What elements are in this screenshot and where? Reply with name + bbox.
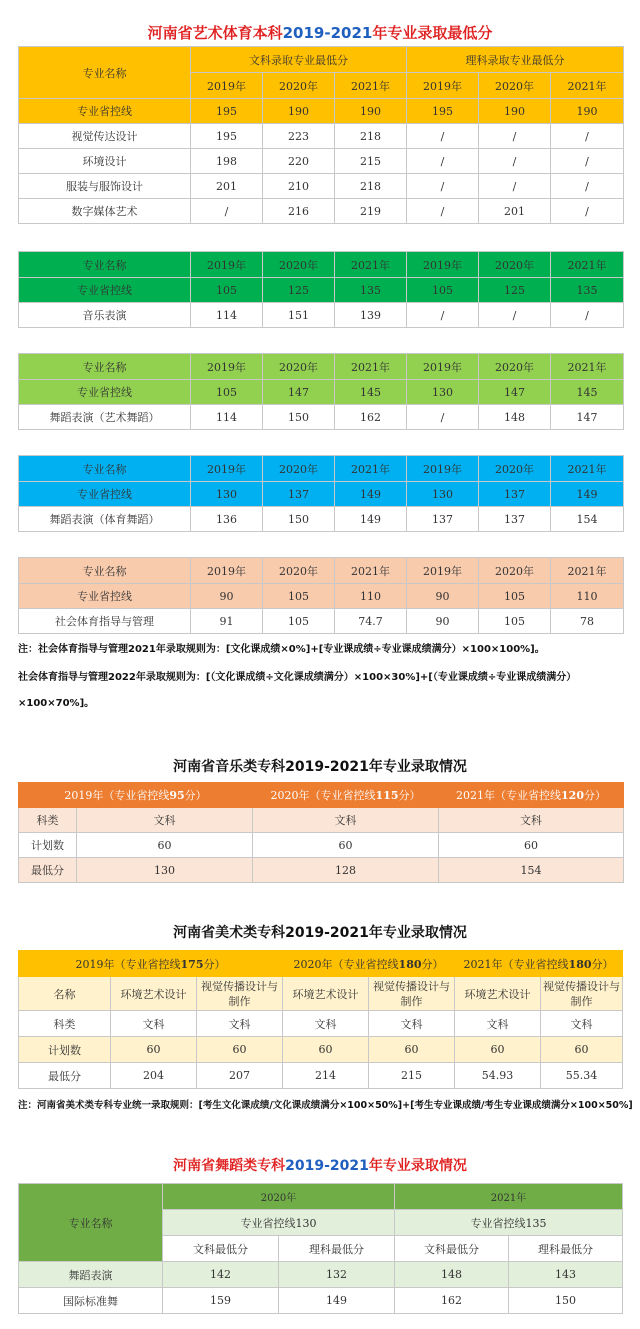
major-cell: 视觉传播设计与制作 <box>541 977 623 1011</box>
cell: 105 <box>407 278 479 303</box>
header-cell: 2019年 <box>191 252 263 278</box>
row-label: 舞蹈表演（体育舞蹈） <box>19 507 191 532</box>
header-cell: 2021年 <box>335 456 407 482</box>
year-text: 分） <box>203 957 226 971</box>
table-row <box>19 833 624 858</box>
table-header-row <box>19 354 624 380</box>
cell: 74.7 <box>335 609 407 634</box>
year-text: 2020年（专业省控线 <box>270 789 376 802</box>
cell: 60 <box>111 1037 197 1063</box>
row-label: 专业省控线 <box>19 278 191 303</box>
cell: 130 <box>407 380 479 405</box>
cell: 110 <box>335 584 407 609</box>
cell: / <box>551 149 624 174</box>
cell: 91 <box>191 609 263 634</box>
cell: / <box>407 174 479 199</box>
year-text: 2021年（专业省控线 <box>463 957 569 971</box>
cell: 136 <box>191 507 263 532</box>
section1-title <box>0 22 640 43</box>
cell: / <box>407 124 479 149</box>
cell: 文科 <box>197 1011 283 1037</box>
header-cell: 2021年 <box>551 252 624 278</box>
header-cell: 2019年 <box>191 456 263 482</box>
table-row <box>19 1262 623 1288</box>
cell: 125 <box>263 278 335 303</box>
note-line: 社会体育指导与管理2022年录取规则为：[（文化课成绩÷文化课成绩满分）×100×30%]+[（专业课成绩÷专业课成绩满分） <box>18 672 577 683</box>
title-text: 年专业录取最低分 <box>372 24 493 42</box>
cell: 60 <box>369 1037 455 1063</box>
cell: 201 <box>191 174 263 199</box>
major-cell: 视觉传播设计与制作 <box>369 977 455 1011</box>
cell: 190 <box>551 99 624 124</box>
cell: / <box>407 405 479 430</box>
year-text: 2020年（专业省控线 <box>293 957 399 971</box>
table-row <box>19 1037 623 1063</box>
cell: 190 <box>479 99 551 124</box>
cell: 137 <box>479 482 551 507</box>
header-cell: 2021年 <box>551 354 624 380</box>
header-cell: 专业名称 <box>19 558 191 584</box>
row-label: 音乐表演 <box>19 303 191 328</box>
row-label: 数字媒体艺术 <box>19 199 191 224</box>
row-label: 国际标准舞 <box>19 1288 163 1314</box>
cell: 110 <box>551 584 624 609</box>
year-text: 2019年（专业省控线 <box>75 957 181 971</box>
cell: 162 <box>335 405 407 430</box>
cell: 142 <box>163 1262 279 1288</box>
header-cell: 2020年 <box>479 252 551 278</box>
header-major: 专业名称 <box>19 47 191 99</box>
year-text: 2021年（专业省控线 <box>456 789 562 802</box>
header-cell: 2021年 <box>335 558 407 584</box>
cell: 151 <box>263 303 335 328</box>
art-sports-table <box>18 46 624 224</box>
table-header-row <box>19 783 624 808</box>
header-cell: 2019年 <box>191 558 263 584</box>
table-row <box>19 405 624 430</box>
year-text: 2019年（专业省控线 <box>64 789 170 802</box>
table-header-row <box>19 951 623 977</box>
table-row <box>19 609 624 634</box>
cell: 60 <box>455 1037 541 1063</box>
cell: 190 <box>335 99 407 124</box>
row-label: 计划数 <box>19 833 77 858</box>
cell: 60 <box>253 833 439 858</box>
sports-dance-table <box>18 455 624 532</box>
cell: 218 <box>335 124 407 149</box>
year-cell: 2021年 <box>551 73 624 99</box>
table-row <box>19 380 624 405</box>
table-row <box>19 808 624 833</box>
header-cell: 2021年 <box>335 252 407 278</box>
cell: 210 <box>263 174 335 199</box>
year-text: 分） <box>398 789 421 802</box>
header-cell: 2020年 <box>263 456 335 482</box>
table-row <box>19 1288 623 1314</box>
cell: 130 <box>407 482 479 507</box>
cell: 214 <box>283 1063 369 1089</box>
cell: 207 <box>197 1063 283 1089</box>
table-row <box>19 584 624 609</box>
cell: 204 <box>111 1063 197 1089</box>
cell: 137 <box>479 507 551 532</box>
cell: 218 <box>335 174 407 199</box>
sub-header: 理科最低分 <box>279 1236 395 1262</box>
year-text: 分） <box>583 789 606 802</box>
fineart-title: 河南省美术类专科2019-2021年专业录取情况 <box>173 925 467 941</box>
header-cell: 2020年 <box>263 252 335 278</box>
cell: 154 <box>551 507 624 532</box>
major-cell: 环境艺术设计 <box>111 977 197 1011</box>
cell: 90 <box>407 584 479 609</box>
cell: 150 <box>263 507 335 532</box>
row-label: 专业省控线 <box>19 482 191 507</box>
cell: 105 <box>191 278 263 303</box>
cell: 145 <box>335 380 407 405</box>
cell: 137 <box>407 507 479 532</box>
table-row <box>19 303 624 328</box>
cell: 文科 <box>253 808 439 833</box>
cell: 220 <box>263 149 335 174</box>
cell: 90 <box>191 584 263 609</box>
title-text: 河南省艺术体育本科 <box>147 24 283 42</box>
table-header-row <box>19 252 624 278</box>
table-row <box>19 1063 623 1089</box>
cell: 147 <box>551 405 624 430</box>
header-cell: 2020年 <box>479 558 551 584</box>
header-cell: 专业名称 <box>19 456 191 482</box>
row-label: 服装与服饰设计 <box>19 174 191 199</box>
cell: 105 <box>263 584 335 609</box>
title-text: 年专业录取情况 <box>368 1158 467 1174</box>
cell: 54.93 <box>455 1063 541 1089</box>
cell: 文科 <box>77 808 253 833</box>
cell: / <box>407 303 479 328</box>
cell: 132 <box>279 1262 395 1288</box>
cell: 147 <box>263 380 335 405</box>
cell: 150 <box>509 1288 623 1314</box>
music-title: 河南省音乐类专科2019-2021年专业录取情况 <box>173 759 467 775</box>
cell: 149 <box>335 482 407 507</box>
cell: 201 <box>479 199 551 224</box>
cell: 195 <box>191 99 263 124</box>
major-cell: 视觉传播设计与制作 <box>197 977 283 1011</box>
row-label: 最低分 <box>19 1063 111 1089</box>
table-header-row <box>19 1184 623 1210</box>
title-years: 2019-2021 <box>282 24 373 42</box>
header-cell: 2021年 <box>551 456 624 482</box>
title-text: 河南省舞蹈类专科 <box>173 1158 286 1174</box>
cell: 135 <box>551 278 624 303</box>
cell: 149 <box>335 507 407 532</box>
year-cell: 2019年 <box>191 73 263 99</box>
cell: 文科 <box>369 1011 455 1037</box>
row-label: 专业省控线 <box>19 584 191 609</box>
header-cell: 2019年 <box>407 558 479 584</box>
table-row <box>19 99 624 124</box>
title-years: 2019-2021 <box>285 1158 369 1174</box>
row-label: 最低分 <box>19 858 77 883</box>
cell: 78 <box>551 609 624 634</box>
control-score: 95 <box>169 789 185 802</box>
cell: / <box>479 124 551 149</box>
cell: 60 <box>197 1037 283 1063</box>
major-cell: 环境艺术设计 <box>455 977 541 1011</box>
cell: / <box>551 124 624 149</box>
cell: 105 <box>191 380 263 405</box>
year-header <box>455 951 623 977</box>
year-header <box>19 951 283 977</box>
year-text: 分） <box>421 957 444 971</box>
table-row <box>19 278 624 303</box>
cell: / <box>551 199 624 224</box>
table-row <box>19 124 624 149</box>
cell: 135 <box>335 278 407 303</box>
fineart-admission-table <box>18 950 623 1089</box>
music-admission-table <box>18 782 624 883</box>
cell: 154 <box>439 858 624 883</box>
table-row <box>19 199 624 224</box>
control-score: 120 <box>561 789 584 802</box>
sub-header: 文科最低分 <box>163 1236 279 1262</box>
cell: 162 <box>395 1288 509 1314</box>
table-row <box>19 858 624 883</box>
cell: 150 <box>263 405 335 430</box>
header-cell: 2019年 <box>191 354 263 380</box>
table-header-row <box>19 558 624 584</box>
year-header <box>19 783 253 808</box>
cell: 60 <box>77 833 253 858</box>
cell: 128 <box>253 858 439 883</box>
table-row <box>19 174 624 199</box>
art-dance-table <box>18 353 624 430</box>
control-line: 专业省控线130 <box>163 1210 395 1236</box>
header-major: 专业名称 <box>19 1184 163 1262</box>
control-score: 180 <box>398 957 422 971</box>
table-row <box>19 149 624 174</box>
row-label: 舞蹈表演（艺术舞蹈） <box>19 405 191 430</box>
header-cell: 2019年 <box>407 252 479 278</box>
header-cell: 2019年 <box>407 456 479 482</box>
cell: 137 <box>263 482 335 507</box>
row-label: 环境设计 <box>19 149 191 174</box>
row-label: 社会体育指导与管理 <box>19 609 191 634</box>
dance-admission-table <box>18 1183 623 1314</box>
header-cell: 2020年 <box>479 354 551 380</box>
control-score: 115 <box>375 789 399 802</box>
cell: 文科 <box>111 1011 197 1037</box>
table-row <box>19 1011 623 1037</box>
header-cell: 2019年 <box>407 354 479 380</box>
cell: 文科 <box>283 1011 369 1037</box>
cell: 215 <box>335 149 407 174</box>
row-label: 舞蹈表演 <box>19 1262 163 1288</box>
cell: 149 <box>551 482 624 507</box>
cell: 114 <box>191 303 263 328</box>
sub-header: 理科最低分 <box>509 1236 623 1262</box>
note-line: ×100×70%]。 <box>18 698 95 709</box>
cell: 114 <box>191 405 263 430</box>
year-cell: 2021年 <box>335 73 407 99</box>
cell: 198 <box>191 149 263 174</box>
cell: / <box>551 303 624 328</box>
cell: 219 <box>335 199 407 224</box>
year-header <box>283 951 455 977</box>
year-text: 分） <box>591 957 614 971</box>
control-score: 180 <box>568 957 592 971</box>
year-header <box>253 783 439 808</box>
cell: 215 <box>369 1063 455 1089</box>
cell: 143 <box>509 1262 623 1288</box>
header-cell: 专业名称 <box>19 252 191 278</box>
table-row <box>19 977 623 1011</box>
cell: 148 <box>395 1262 509 1288</box>
music-performance-table <box>18 251 624 328</box>
year-header: 2020年 <box>163 1184 395 1210</box>
control-line: 专业省控线135 <box>395 1210 623 1236</box>
header-cell: 2020年 <box>263 354 335 380</box>
year-cell: 2019年 <box>407 73 479 99</box>
cell: 105 <box>479 609 551 634</box>
cell: / <box>191 199 263 224</box>
cell: 文科 <box>541 1011 623 1037</box>
header-cell: 2021年 <box>551 558 624 584</box>
header-cell: 专业名称 <box>19 354 191 380</box>
cell: 159 <box>163 1288 279 1314</box>
social-sports-table <box>18 557 624 634</box>
cell: 195 <box>407 99 479 124</box>
sub-header: 文科最低分 <box>395 1236 509 1262</box>
year-header: 2021年 <box>395 1184 623 1210</box>
year-cell: 2020年 <box>263 73 335 99</box>
header-wen: 文科录取专业最低分 <box>191 47 407 73</box>
header-cell: 2021年 <box>335 354 407 380</box>
cell: 55.34 <box>541 1063 623 1089</box>
table-row <box>19 482 624 507</box>
cell: 190 <box>263 99 335 124</box>
cell: 130 <box>191 482 263 507</box>
cell: 147 <box>479 380 551 405</box>
year-cell: 2020年 <box>479 73 551 99</box>
cell: 139 <box>335 303 407 328</box>
cell: 90 <box>407 609 479 634</box>
cell: / <box>479 303 551 328</box>
cell: 文科 <box>439 808 624 833</box>
cell: 145 <box>551 380 624 405</box>
cell: 60 <box>541 1037 623 1063</box>
cell: 105 <box>479 584 551 609</box>
cell: 148 <box>479 405 551 430</box>
cell: 60 <box>283 1037 369 1063</box>
row-label: 计划数 <box>19 1037 111 1063</box>
major-cell: 环境艺术设计 <box>283 977 369 1011</box>
cell: 130 <box>77 858 253 883</box>
cell: / <box>479 174 551 199</box>
cell: / <box>551 174 624 199</box>
table-header-row <box>19 456 624 482</box>
fineart-note: 注：河南省美术类专科专业统一录取规则：[考生文化课成绩/文化课成绩满分×100×50%]+[考生专业课成绩/考生专业课成绩满分×100×50%] <box>18 1100 633 1111</box>
cell: / <box>407 149 479 174</box>
row-label: 科类 <box>19 1011 111 1037</box>
row-label: 专业省控线 <box>19 380 191 405</box>
cell: 223 <box>263 124 335 149</box>
year-text: 分） <box>184 789 207 802</box>
header-cell: 2020年 <box>479 456 551 482</box>
cell: 105 <box>263 609 335 634</box>
cell: 60 <box>439 833 624 858</box>
table-row <box>19 507 624 532</box>
cell: 195 <box>191 124 263 149</box>
row-label: 视觉传达设计 <box>19 124 191 149</box>
cell: / <box>479 149 551 174</box>
dance-title <box>0 1155 640 1175</box>
cell: / <box>407 199 479 224</box>
header-li: 理科录取专业最低分 <box>407 47 624 73</box>
header-cell: 2020年 <box>263 558 335 584</box>
cell: 216 <box>263 199 335 224</box>
cell: 文科 <box>455 1011 541 1037</box>
row-label: 专业省控线 <box>19 99 191 124</box>
row-label: 名称 <box>19 977 111 1011</box>
row-label: 科类 <box>19 808 77 833</box>
year-header <box>439 783 624 808</box>
cell: 125 <box>479 278 551 303</box>
cell: 149 <box>279 1288 395 1314</box>
note-line: 注：社会体育指导与管理2021年录取规则为：[文化课成绩×0%]+[专业课成绩÷专业课成绩满分）×100×100%]。 <box>18 644 545 655</box>
control-score: 175 <box>180 957 204 971</box>
